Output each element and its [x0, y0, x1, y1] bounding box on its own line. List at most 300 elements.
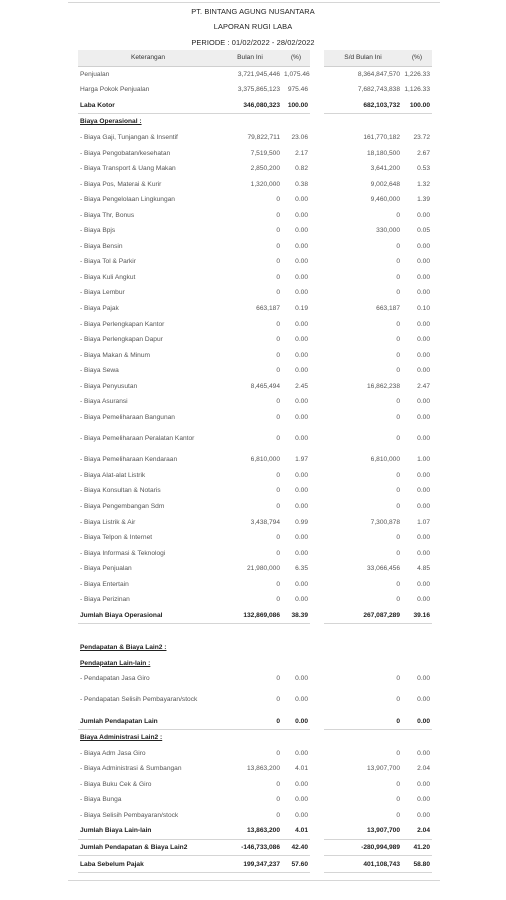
value-bulan-ini: 0 [276, 258, 280, 266]
row-label: - Biaya Informasi & Teknologi [80, 549, 166, 557]
percent-bulan-ini: 42.40 [282, 839, 310, 856]
spacer-cell [310, 363, 324, 379]
value-sd-bulan-ini: 0 [396, 796, 400, 804]
value-sd-bulan-ini: 401,108,743 [324, 856, 402, 873]
row-label: - Biaya Lembur [80, 289, 125, 297]
spacer-cell [310, 856, 324, 873]
percent-sd-bulan-ini: 0.00 [417, 434, 430, 442]
percent-sd-bulan-ini: 0.00 [417, 320, 430, 328]
bottom-divider [68, 880, 440, 881]
header-keterangan: Keterangan [78, 50, 218, 66]
spacer-cell [310, 66, 324, 82]
row-label: - Biaya Tol & Parkir [80, 258, 136, 266]
table-row [78, 777, 432, 793]
percent-sd-bulan-ini: 0.05 [417, 227, 430, 235]
percent-sd-bulan-ini: 1.00 [417, 456, 430, 464]
value-bulan-ini: 21,980,000 [246, 565, 280, 573]
value-bulan-ini: 0 [276, 503, 280, 511]
row-label: - Biaya Entertain [80, 580, 129, 588]
value-sd-bulan-ini: 6,810,000 [370, 456, 400, 464]
table-row [78, 301, 432, 317]
empty-cell [310, 114, 324, 130]
percent-bulan-ini: 0.00 [295, 367, 308, 375]
spacer-cell [310, 425, 324, 452]
table-row [78, 823, 432, 839]
value-bulan-ini: 0 [218, 713, 282, 729]
percent-bulan-ini: 0.00 [295, 273, 308, 281]
empty-cell [324, 729, 402, 745]
profit-loss-table [78, 50, 432, 873]
row-label: - Biaya Penyusutan [80, 382, 138, 390]
empty-cell [402, 624, 432, 640]
value-sd-bulan-ini: 8,364,847,570 [357, 70, 400, 78]
value-sd-bulan-ini: 0 [396, 351, 400, 359]
table-row [78, 545, 432, 561]
percent-bulan-ini: 0.00 [295, 487, 308, 495]
empty-cell [402, 655, 432, 671]
table-row [78, 223, 432, 239]
value-sd-bulan-ini: 0 [396, 503, 400, 511]
value-sd-bulan-ini: 0 [324, 713, 402, 729]
percent-sd-bulan-ini: 0.00 [417, 211, 430, 219]
spacer-cell [310, 98, 324, 114]
spacer-cell [310, 130, 324, 146]
value-sd-bulan-ini: 0 [396, 434, 400, 442]
table-row [78, 452, 432, 468]
row-label: - Biaya Pengobatan/kesehatan [80, 149, 171, 157]
row-label: - Biaya Pos, Materai & Kurir [80, 180, 162, 188]
value-sd-bulan-ini: -280,994,989 [324, 839, 402, 856]
row-label: - Biaya Telpon & Internet [80, 534, 153, 542]
value-sd-bulan-ini: 663,187 [376, 305, 400, 313]
spacer-cell [310, 192, 324, 208]
row-label: Biaya Administrasi Lain2 : [80, 734, 163, 742]
spacer-cell [310, 823, 324, 839]
value-sd-bulan-ini: 0 [396, 273, 400, 281]
value-sd-bulan-ini: 3,641,200 [370, 165, 400, 173]
percent-bulan-ini: 0.00 [295, 398, 308, 406]
value-bulan-ini: 199,347,237 [218, 856, 282, 873]
value-bulan-ini: 0 [276, 580, 280, 588]
spacer-cell [310, 514, 324, 530]
table-row [78, 114, 432, 130]
value-sd-bulan-ini: 9,002,648 [370, 180, 400, 188]
row-label: - Pendapatan Selisih Pembayaran/stock [80, 695, 198, 703]
value-bulan-ini: 13,863,200 [218, 823, 282, 839]
row-label: - Biaya Konsultan & Notaris [80, 487, 161, 495]
row-label: - Biaya Sewa [80, 367, 119, 375]
table-row [78, 378, 432, 394]
empty-cell [310, 624, 324, 640]
table-row [78, 499, 432, 515]
value-bulan-ini: 6,810,000 [250, 456, 280, 464]
value-bulan-ini: 0 [276, 434, 280, 442]
spacer-cell [310, 808, 324, 824]
table-row [78, 729, 432, 745]
table-row [78, 316, 432, 332]
percent-sd-bulan-ini: 0.53 [417, 165, 430, 173]
header-bulan-ini: Bulan Ini [218, 50, 282, 66]
value-bulan-ini: 0 [276, 749, 280, 757]
report-title: LAPORAN RUGI LABA [213, 22, 293, 31]
table-row [78, 792, 432, 808]
percent-bulan-ini: 0.00 [295, 796, 308, 804]
value-bulan-ini: 132,869,086 [218, 608, 282, 624]
value-bulan-ini: 0 [276, 811, 280, 819]
percent-sd-bulan-ini: 1,226.33 [404, 70, 430, 78]
top-divider [68, 2, 440, 3]
percent-bulan-ini: 975.46 [287, 86, 308, 94]
value-bulan-ini: 0 [276, 534, 280, 542]
table-row [78, 671, 432, 687]
percent-sd-bulan-ini: 2.04 [417, 765, 430, 773]
table-row [78, 254, 432, 270]
header-sd-bulan-ini: S/d Bulan Ini [324, 50, 402, 66]
spacer-cell [310, 686, 324, 713]
percent-sd-bulan-ini: 0.00 [417, 336, 430, 344]
spacer-cell [310, 608, 324, 624]
value-bulan-ini: 0 [276, 351, 280, 359]
row-label: Laba Sebelum Pajak [78, 856, 218, 873]
value-bulan-ini: 0 [276, 320, 280, 328]
spacer-cell [310, 483, 324, 499]
empty-cell [218, 114, 282, 130]
value-sd-bulan-ini: 13,907,700 [324, 823, 402, 839]
value-bulan-ini: 0 [276, 695, 280, 703]
spacer-cell [310, 285, 324, 301]
row-label: - Biaya Perlengkapan Kantor [80, 320, 165, 328]
empty-cell [218, 640, 282, 656]
percent-sd-bulan-ini: 0.00 [417, 367, 430, 375]
value-bulan-ini: 79,822,711 [247, 134, 280, 141]
value-sd-bulan-ini: 0 [396, 398, 400, 406]
value-bulan-ini: 0 [276, 242, 280, 250]
row-label: - Biaya Adm Jasa Giro [80, 749, 146, 757]
table-row [78, 394, 432, 410]
table-row [78, 66, 432, 82]
percent-bulan-ini: 6.35 [295, 565, 308, 573]
row-label: - Biaya Gaji, Tunjangan & Insentif [80, 134, 178, 141]
header-percent-2: (%) [402, 50, 432, 66]
value-sd-bulan-ini: 33,066,456 [366, 565, 400, 573]
percent-sd-bulan-ini: 0.00 [417, 413, 430, 421]
header-spacer [310, 50, 324, 66]
percent-bulan-ini: 0.00 [295, 227, 308, 235]
value-bulan-ini: 3,438,794 [250, 518, 280, 526]
percent-sd-bulan-ini: 1.39 [417, 196, 430, 204]
percent-sd-bulan-ini: 1,126.33 [404, 86, 430, 94]
value-sd-bulan-ini: 0 [396, 336, 400, 344]
empty-cell [218, 624, 282, 640]
report-period: PERIODE : 01/02/2022 - 28/02/2022 [191, 38, 315, 47]
value-bulan-ini: 0 [276, 289, 280, 297]
row-label: Harga Pokok Penjualan [80, 86, 150, 94]
percent-bulan-ini: 0.00 [295, 596, 308, 604]
value-bulan-ini: 663,187 [256, 305, 280, 313]
row-label: - Biaya Listrik & Air [80, 518, 136, 526]
percent-bulan-ini: 2.17 [295, 149, 308, 157]
value-bulan-ini: 1,320,000 [250, 180, 280, 188]
value-sd-bulan-ini: 7,300,878 [370, 518, 400, 526]
table-row [78, 285, 432, 301]
empty-cell [310, 729, 324, 745]
percent-sd-bulan-ini: 0.00 [417, 398, 430, 406]
percent-bulan-ini: 0.00 [295, 695, 308, 703]
table-row [78, 161, 432, 177]
table-row [78, 145, 432, 161]
value-sd-bulan-ini: 0 [396, 320, 400, 328]
percent-bulan-ini: 0.00 [295, 289, 308, 297]
table-row [78, 514, 432, 530]
percent-bulan-ini: 0.00 [295, 413, 308, 421]
header-percent-1: (%) [282, 50, 310, 66]
percent-bulan-ini: 38.39 [282, 608, 310, 624]
table-row [78, 192, 432, 208]
empty-cell [324, 114, 402, 130]
value-bulan-ini: 3,721,945,446 [237, 70, 280, 78]
table-row [78, 176, 432, 192]
empty-cell [282, 729, 310, 745]
row-label: - Biaya Makan & Minum [80, 351, 150, 359]
percent-bulan-ini: 0.00 [295, 471, 308, 479]
value-bulan-ini: 0 [276, 196, 280, 204]
value-sd-bulan-ini: 0 [396, 289, 400, 297]
value-bulan-ini: 8,465,494 [250, 382, 280, 390]
empty-cell [310, 655, 324, 671]
percent-bulan-ini: 0.00 [295, 320, 308, 328]
percent-bulan-ini: 0.00 [295, 242, 308, 250]
value-bulan-ini: 0 [276, 211, 280, 219]
value-sd-bulan-ini: 9,460,000 [370, 196, 400, 204]
percent-bulan-ini: 0.00 [282, 713, 310, 729]
percent-sd-bulan-ini: 0.00 [417, 258, 430, 266]
percent-sd-bulan-ini: 0.00 [417, 796, 430, 804]
percent-bulan-ini: 0.00 [295, 534, 308, 542]
table-row [78, 130, 432, 146]
table-row [78, 82, 432, 98]
percent-bulan-ini: 1.97 [295, 456, 308, 464]
percent-sd-bulan-ini: 0.00 [417, 503, 430, 511]
row-label: - Biaya Selisih Pembayaran/stock [80, 811, 179, 819]
row-label: - Biaya Asuransi [80, 398, 128, 406]
percent-sd-bulan-ini: 0.00 [417, 273, 430, 281]
spacer-cell [310, 745, 324, 761]
row-label: - Biaya Perlengkapan Dapur [80, 336, 163, 344]
table-row [78, 270, 432, 286]
empty-cell [402, 114, 432, 130]
value-bulan-ini: 13,863,200 [246, 765, 280, 773]
empty-cell [324, 640, 402, 656]
company-name: PT. BINTANG AGUNG NUSANTARA [191, 7, 315, 16]
row-label: - Biaya Administrasi & Sumbangan [80, 765, 182, 773]
value-bulan-ini: 0 [276, 796, 280, 804]
table-row [78, 425, 432, 452]
percent-bulan-ini: 0.00 [295, 811, 308, 819]
percent-sd-bulan-ini: 39.16 [402, 608, 432, 624]
spacer-cell [310, 777, 324, 793]
row-label: - Biaya Kuli Angkut [80, 273, 136, 281]
percent-sd-bulan-ini: 1.07 [417, 518, 430, 526]
percent-sd-bulan-ini: 0.00 [402, 713, 432, 729]
empty-cell [324, 655, 402, 671]
spacer-cell [310, 468, 324, 484]
table-header-row [78, 50, 432, 66]
percent-bulan-ini: 0.38 [295, 180, 308, 188]
table-row [78, 363, 432, 379]
value-sd-bulan-ini: 0 [396, 534, 400, 542]
percent-sd-bulan-ini: 0.00 [417, 675, 430, 683]
row-label: Jumlah Biaya Operasional [78, 608, 218, 624]
percent-bulan-ini: 4.01 [295, 765, 308, 773]
percent-sd-bulan-ini: 2.04 [402, 823, 432, 839]
table-row [78, 761, 432, 777]
empty-cell [282, 640, 310, 656]
value-bulan-ini: 0 [276, 227, 280, 235]
table-row [78, 713, 432, 729]
row-label: Biaya Operasional : [80, 118, 142, 126]
value-sd-bulan-ini: 682,103,732 [324, 98, 402, 114]
value-sd-bulan-ini: 0 [396, 811, 400, 819]
percent-bulan-ini: 1,075.46 [284, 70, 310, 78]
spacer-cell [310, 347, 324, 363]
value-bulan-ini: 346,080,323 [218, 98, 282, 114]
value-sd-bulan-ini: 267,087,289 [324, 608, 402, 624]
percent-bulan-ini: 0.00 [295, 780, 308, 788]
table-row [78, 686, 432, 713]
value-sd-bulan-ini: 0 [396, 258, 400, 266]
spacer-cell [310, 207, 324, 223]
row-label: - Biaya Pengelolaan Lingkungan [80, 196, 175, 204]
value-bulan-ini: 0 [276, 413, 280, 421]
spacer-cell [310, 161, 324, 177]
row-label: - Biaya Pemeliharaan Kendaraan [80, 456, 178, 464]
table-row [78, 239, 432, 255]
spacer-cell [310, 332, 324, 348]
value-sd-bulan-ini: 13,907,700 [366, 765, 400, 773]
value-sd-bulan-ini: 0 [396, 487, 400, 495]
table-row [78, 561, 432, 577]
percent-sd-bulan-ini: 0.00 [417, 580, 430, 588]
value-sd-bulan-ini: 0 [396, 211, 400, 219]
row-label: Laba Kotor [78, 98, 218, 114]
percent-bulan-ini: 100.00 [282, 98, 310, 114]
value-bulan-ini: 7,519,500 [250, 149, 280, 157]
percent-bulan-ini: 0.00 [295, 336, 308, 344]
value-bulan-ini: 3,375,865,123 [237, 86, 280, 94]
empty-cell [78, 624, 218, 640]
row-label: Pendapatan Lain-lain : [80, 659, 151, 667]
table-row [78, 745, 432, 761]
empty-cell [310, 640, 324, 656]
table-row [78, 592, 432, 608]
percent-bulan-ini: 0.00 [295, 258, 308, 266]
spacer-cell [310, 176, 324, 192]
value-bulan-ini: 0 [276, 398, 280, 406]
table-row [78, 839, 432, 856]
value-sd-bulan-ini: 161,770,182 [363, 134, 400, 141]
percent-sd-bulan-ini: 2.67 [417, 149, 430, 157]
percent-bulan-ini: 0.00 [295, 503, 308, 511]
row-label: - Biaya Pajak [80, 305, 119, 313]
spacer-cell [310, 270, 324, 286]
value-bulan-ini: 0 [276, 675, 280, 683]
value-bulan-ini: 0 [276, 549, 280, 557]
table-row [78, 410, 432, 426]
spacer-cell [310, 761, 324, 777]
row-label: - Biaya Pemeliharaan Peralatan Kantor [80, 434, 195, 442]
percent-bulan-ini: 0.00 [295, 580, 308, 588]
table-row [78, 207, 432, 223]
spacer-cell [310, 452, 324, 468]
table-row [78, 530, 432, 546]
table-row [78, 808, 432, 824]
value-bulan-ini: 0 [276, 487, 280, 495]
percent-bulan-ini: 23.06 [291, 134, 308, 141]
row-label: - Biaya Bunga [80, 796, 122, 804]
empty-cell [218, 655, 282, 671]
percent-sd-bulan-ini: 0.00 [417, 749, 430, 757]
percent-sd-bulan-ini: 23.72 [413, 134, 430, 141]
row-label: Jumlah Pendapatan & Biaya Lain2 [78, 839, 218, 856]
value-sd-bulan-ini: 0 [396, 242, 400, 250]
row-label: - Biaya Pengembangan Sdm [80, 503, 165, 511]
percent-bulan-ini: 0.99 [295, 518, 308, 526]
row-label: - Biaya Thr, Bonus [80, 211, 135, 219]
percent-bulan-ini: 57.60 [282, 856, 310, 873]
percent-sd-bulan-ini: 0.00 [417, 780, 430, 788]
percent-sd-bulan-ini: 0.00 [417, 289, 430, 297]
value-sd-bulan-ini: 16,862,238 [366, 382, 400, 390]
spacer-cell [310, 82, 324, 98]
value-bulan-ini: 0 [276, 471, 280, 479]
spacer-cell [310, 394, 324, 410]
spacer-cell [310, 577, 324, 593]
row-label: Jumlah Biaya Lain-lain [78, 823, 218, 839]
value-bulan-ini: 2,850,200 [250, 165, 280, 173]
value-bulan-ini: 0 [276, 367, 280, 375]
empty-cell [218, 729, 282, 745]
percent-sd-bulan-ini: 0.00 [417, 549, 430, 557]
value-sd-bulan-ini: 0 [396, 413, 400, 421]
row-label: - Biaya Pemeliharaan Bangunan [80, 413, 175, 421]
value-sd-bulan-ini: 330,000 [376, 227, 400, 235]
table-row [78, 98, 432, 114]
value-sd-bulan-ini: 0 [396, 580, 400, 588]
value-sd-bulan-ini: 0 [396, 749, 400, 757]
row-label: - Biaya Penjualan [80, 565, 132, 573]
value-sd-bulan-ini: 18,180,500 [366, 149, 400, 157]
table-row [78, 577, 432, 593]
row-label: Jumlah Pendapatan Lain [78, 713, 218, 729]
spacer-cell [310, 839, 324, 856]
spacer-cell [310, 592, 324, 608]
spacer-cell [310, 499, 324, 515]
percent-bulan-ini: 0.00 [295, 549, 308, 557]
percent-bulan-ini: 0.19 [295, 305, 308, 313]
empty-cell [324, 624, 402, 640]
table-row [78, 332, 432, 348]
row-label: - Biaya Transport & Uang Makan [80, 165, 176, 173]
row-label: Pendapatan & Biaya Lain2 : [80, 643, 167, 651]
table-row [78, 640, 432, 656]
percent-bulan-ini: 0.00 [295, 434, 308, 442]
spacer-cell [310, 378, 324, 394]
percent-bulan-ini: 0.00 [295, 351, 308, 359]
value-bulan-ini: 0 [276, 336, 280, 344]
percent-sd-bulan-ini: 0.00 [417, 242, 430, 250]
empty-cell [282, 114, 310, 130]
value-sd-bulan-ini: 0 [396, 549, 400, 557]
